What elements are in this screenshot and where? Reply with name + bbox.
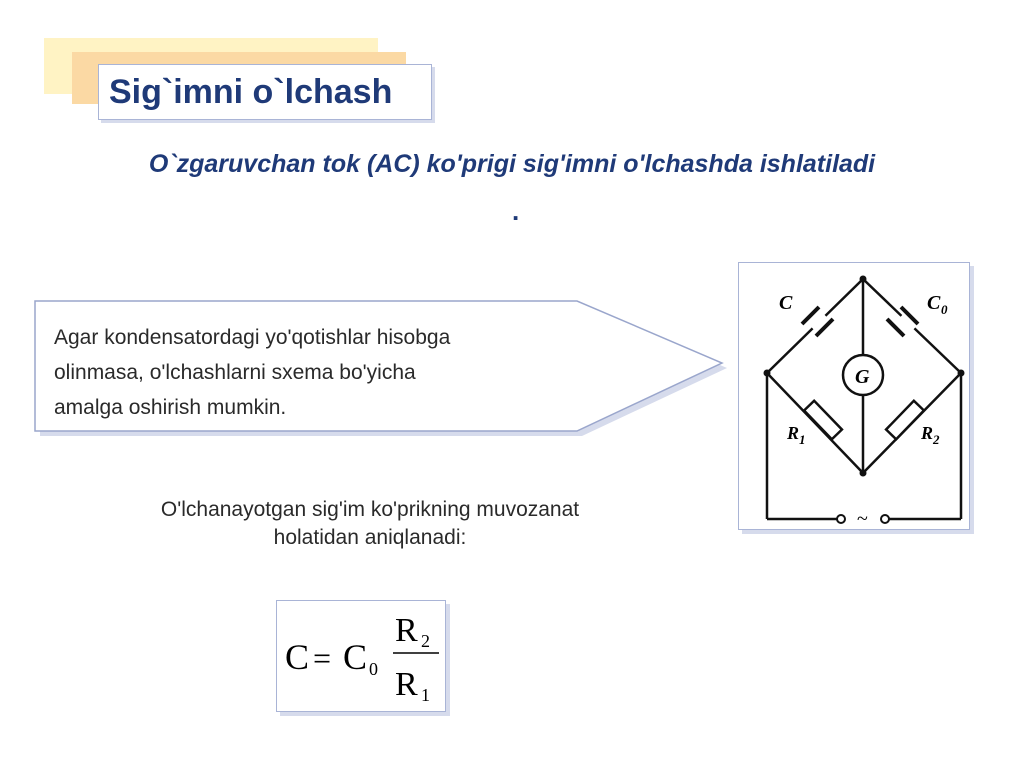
subtitle-dot: .	[512, 196, 520, 226]
slide-title: Sig`imni o`lchash	[109, 73, 393, 111]
formula-c0: C	[343, 637, 368, 677]
label-g: G	[855, 366, 870, 388]
formula-numerator-sub: 2	[421, 631, 430, 651]
formula-lhs: C	[285, 637, 310, 677]
source-terminal-right	[881, 515, 889, 523]
label-r2-sub: 2	[933, 432, 940, 447]
resistor-r1	[804, 401, 842, 439]
callout-line: amalga oshirish mumkin.	[54, 396, 287, 419]
node-bottom	[860, 470, 867, 477]
label-c0-sub: 0	[941, 302, 948, 317]
circuit-wires	[767, 279, 961, 519]
callout-line: olinmasa, o'lchashlarni sxema bo'yicha	[54, 361, 416, 384]
capacitor-c0	[887, 307, 920, 336]
callout-line: Agar kondensatordagi yo'qotishlar hisobga	[54, 326, 451, 349]
node-left	[764, 370, 771, 377]
resistor-r2	[886, 401, 924, 439]
label-c0: C	[927, 292, 941, 314]
callout-text	[54, 320, 574, 425]
formula-denominator-sub: 1	[421, 685, 430, 705]
label-r1: R	[787, 423, 800, 443]
measure-line: O'lchanayotgan sig'im ko'prikning muvozanat	[160, 498, 580, 521]
label-r1-sub: 1	[799, 432, 806, 447]
formula-c0-sub: 0	[369, 659, 378, 679]
formula-box	[276, 600, 446, 712]
formula-numerator: R	[395, 612, 418, 649]
formula-equals: =	[313, 640, 332, 676]
label-r2: R	[921, 423, 934, 443]
capacitance-formula	[277, 601, 445, 711]
label-ac-source: ~	[857, 508, 868, 529]
formula-denominator: R	[395, 666, 418, 703]
source-terminal-left	[837, 515, 845, 523]
measurement-text	[90, 496, 650, 552]
measure-line: holatidan aniqlanadi:	[273, 526, 467, 549]
bridge-circuit-diagram	[739, 263, 969, 529]
slide-subtitle: O`zgaruvchan tok (AC) ko'prigi sig'imni o'lchashda ishlatiladi	[148, 150, 876, 178]
node-right	[958, 370, 965, 377]
circuit-box	[738, 262, 970, 530]
label-c: C	[779, 292, 793, 314]
node-top	[860, 276, 867, 283]
